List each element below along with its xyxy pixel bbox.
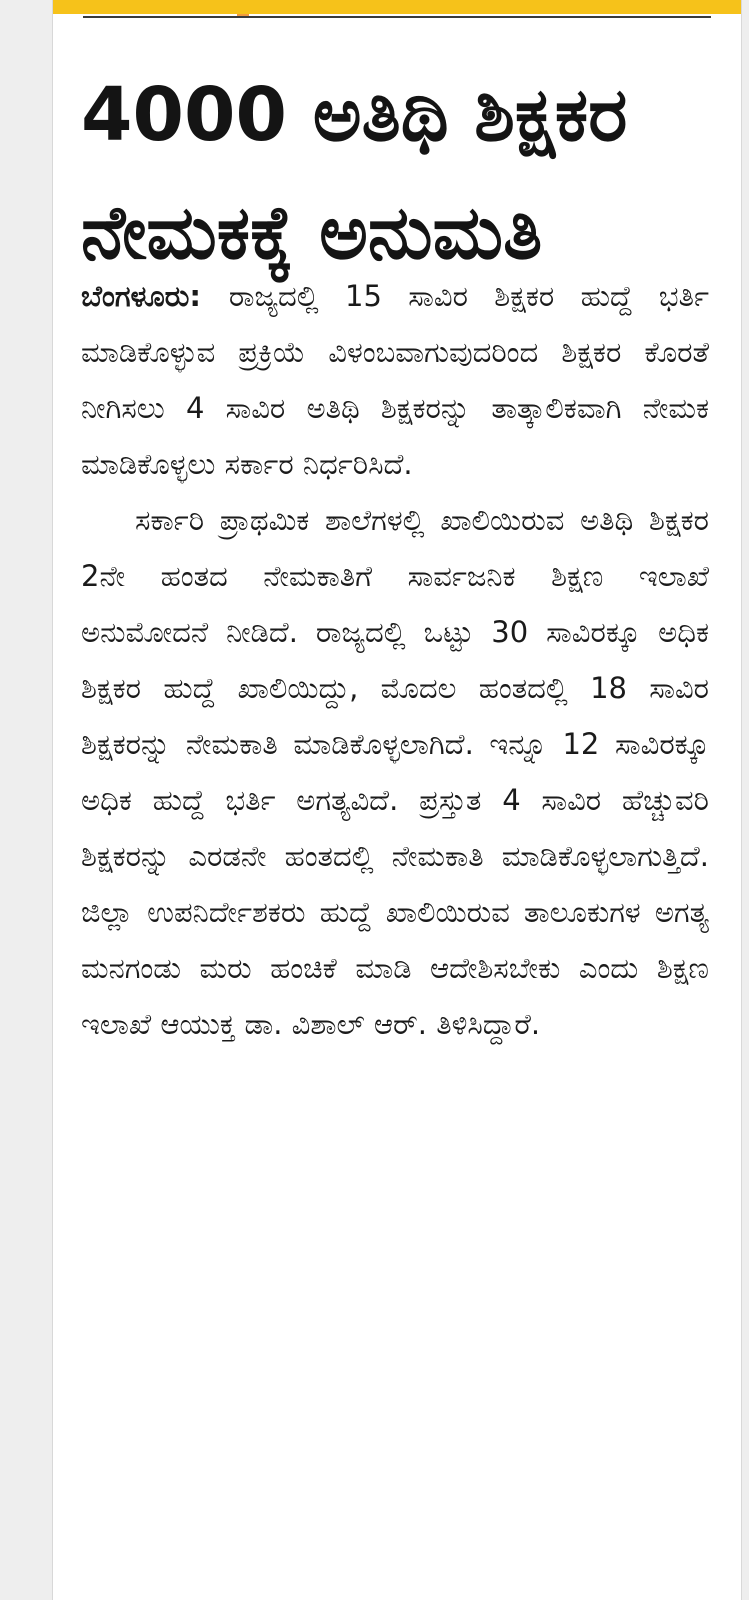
newspaper-clipping [52, 0, 742, 1600]
header-rule [83, 16, 711, 18]
dateline: ಬೆಂಗಳೂರು: [81, 279, 201, 313]
paragraph-2: ಸರ್ಕಾರಿ ಪ್ರಾಥಮಿಕ ಶಾಲೆಗಳಲ್ಲಿ ಖಾಲಿಯಿರುವ ಅತಿಥಿ ಶಿಕ್ಷಕರ 2ನೇ ಹಂತದ ನೇಮಕಾತಿಗೆ ಸಾರ್ವಜನಿಕ ಶಿಕ್ಷಣ ಇಲಾಖೆ ಅನುಮೋದನೆ ನೀಡಿದೆ. ರಾಜ್ಯದಲ್ಲಿ ಒಟ್ಟು 30 ಸಾವಿರಕ್ಕೂ ಅಧಿಕ ಶಿಕ್ಷಕರ ಹುದ್ದೆ ಖಾಲಿಯಿದ್ದು, ಮೊದಲ ಹಂತದಲ್ಲಿ 18 ಸಾವಿರ ಶಿಕ್ಷಕರನ್ನು ನೇಮಕಾತಿ ಮಾಡಿಕೊಳ್ಳಲಾಗಿದೆ. ಇನ್ನೂ 12 ಸಾವಿರಕ್ಕೂ ಅಧಿಕ ಹುದ್ದೆ ಭರ್ತಿ ಅಗತ್ಯವಿದೆ. ಪ್ರಸ್ತುತ 4 ಸಾವಿರ ಹೆಚ್ಚುವರಿ ಶಿಕ್ಷಕರನ್ನು ಎರಡನೇ ಹಂತದಲ್ಲಿ ನೇಮಕಾತಿ ಮಾಡಿಕೊಳ್ಳಲಾಗುತ್ತಿದೆ. ಜಿಲ್ಲಾ ಉಪನಿರ್ದೇಶಕರು ಹುದ್ದೆ ಖಾಲಿಯಿರುವ ತಾಲೂಕುಗಳ ಅಗತ್ಯ ಮನಗಂಡು ಮರು ಹಂಚಿಕೆ ಮಾಡಿ ಆದೇಶಿಸಬೇಕು ಎಂದು ಶಿಕ್ಷಣ ಇಲಾಖೆ ಆಯುಕ್ತ ಡಾ. ವಿಶಾಲ್ ಆರ್. ತಿಳಿಸಿದ್ದಾರೆ. [81, 503, 709, 1041]
paragraph-1 [81, 268, 709, 492]
article-body [81, 268, 709, 1052]
article-headline [81, 56, 721, 292]
header-color-band [53, 0, 741, 14]
paragraph-1-text: ರಾಜ್ಯದಲ್ಲಿ 15 ಸಾವಿರ ಶಿಕ್ಷಕರ ಹುದ್ದೆ ಭರ್ತಿ ಮಾಡಿಕೊಳ್ಳುವ ಪ್ರಕ್ರಿಯೆ ವಿಳಂಬವಾಗುವುದರಿಂದ ಶಿಕ್ಷಕರ ಕೊರತೆ ನೀಗಿಸಲು 4 ಸಾವಿರ ಅತಿಥಿ ಶಿಕ್ಷಕರನ್ನು ತಾತ್ಕಾಲಿಕವಾಗಿ ನೇಮಕ ಮಾಡಿಕೊಳ್ಳಲು ಸರ್ಕಾರ ನಿರ್ಧರಿಸಿದೆ. [81, 279, 709, 481]
headline-line-1: 4000 ಅತಿಥಿ ಶಿಕ್ಷಕರ [81, 72, 628, 158]
headline-line-2: ನೇಮಕಕ್ಕೆ ಅನುಮತಿ [81, 190, 543, 276]
